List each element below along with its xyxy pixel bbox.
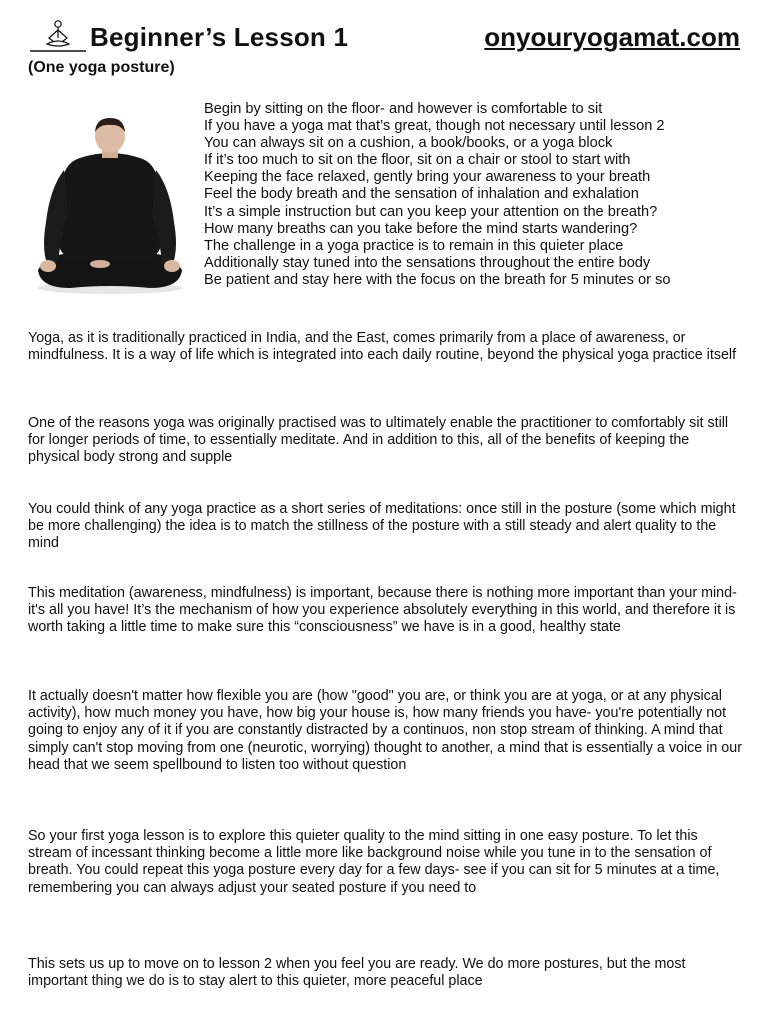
instruction-list bbox=[204, 101, 754, 289]
instruction-line: Be patient and stay here with the focus on the breath for 5 minutes or so bbox=[204, 271, 671, 288]
instruction-line: The challenge in a yoga practice is to remain in this quieter place bbox=[204, 237, 624, 254]
website-link[interactable]: onyouryogamat.com bbox=[484, 22, 740, 52]
instruction-line: Additionally stay tuned into the sensations throughout the entire body bbox=[204, 254, 651, 271]
body-paragraph: So your first yoga lesson is to explore this quieter quality to the mind sitting in one easy posture. To let this stream of incessant thinking become a little more like background noise while you tune in to the sensation of breath. You could repeat this yoga posture every day for a few days- see if you can sit for 5 minutes at a time, remembering you can always adjust your seated posture if you need to bbox=[28, 828, 720, 896]
lesson-title: Beginner’s Lesson 1 bbox=[90, 22, 349, 52]
body-paragraph: This meditation (awareness, mindfulness) is important, because there is nothing more important than your mind- it's all you have! It’s the mechanism of how you experience absolutely everything in this world, and therefore it is worth taking a little time to make sure this “consciousness” we have is in a good, healthy state bbox=[28, 585, 737, 636]
lesson-subtitle: (One yoga posture) bbox=[28, 59, 175, 76]
body-paragraph: One of the reasons yoga was originally practised was to ultimately enable the practitioner to comfortably sit still for longer periods of time, to essentially meditate. And in addition to this, all of the benefits of keeping the physical body strong and supple bbox=[28, 415, 729, 466]
instruction-line: Feel the body breath and the sensation of inhalation and exhalation bbox=[204, 186, 639, 203]
body-paragraph: This sets us up to move on to lesson 2 when you feel you are ready. We do more postures, but the most important thing we do is to stay alert to this quieter, more peaceful place bbox=[28, 956, 686, 990]
body-paragraph: You could think of any yoga practice as a short series of meditations: once still in the posture (some which might be more challenging) the idea is to match the stillness of the posture with a still steady and alert quality to the mind bbox=[28, 501, 736, 552]
body-paragraph: Yoga, as it is traditionally practiced in India, and the East, comes primarily from a place of awareness, or mindfulness. It is a way of life which is integrated into each daily routine, beyond the physical yoga practice itself bbox=[28, 330, 737, 364]
document-header bbox=[28, 18, 740, 58]
instruction-line: It’s a simple instruction but can you keep your attention on the breath? bbox=[204, 203, 658, 220]
instruction-line: You can always sit on a cushion, a book/books, or a yoga block bbox=[204, 135, 613, 152]
instruction-line: How many breaths can you take before the mind starts wandering? bbox=[204, 220, 638, 237]
instruction-line: If you have a yoga mat that’s great, though not necessary until lesson 2 bbox=[204, 118, 665, 135]
body-paragraph: It actually doesn't matter how flexible you are (how "good" you are, or think you are at yoga, or at any physical activity), how much money you have, how big your house is, how many friends you have- you're potentially not going to enjoy any of it if you are constantly distracted by a continuos, non stop stream of thinking. A mind that simply can't stop moving from one (neurotic, worrying) thought to another, a mind that is essentially a voice in our head that we seem spellbound to listen too without question bbox=[28, 688, 742, 773]
seated-meditation-photo bbox=[30, 118, 190, 298]
instruction-line: Keeping the face relaxed, gently bring your awareness to your breath bbox=[204, 169, 651, 186]
meditating-figure-logo-icon bbox=[28, 18, 88, 54]
instruction-line: If it’s too much to sit on the floor, sit on a chair or stool to start with bbox=[204, 152, 631, 169]
instruction-line: Begin by sitting on the floor- and however is comfortable to sit bbox=[204, 101, 603, 117]
